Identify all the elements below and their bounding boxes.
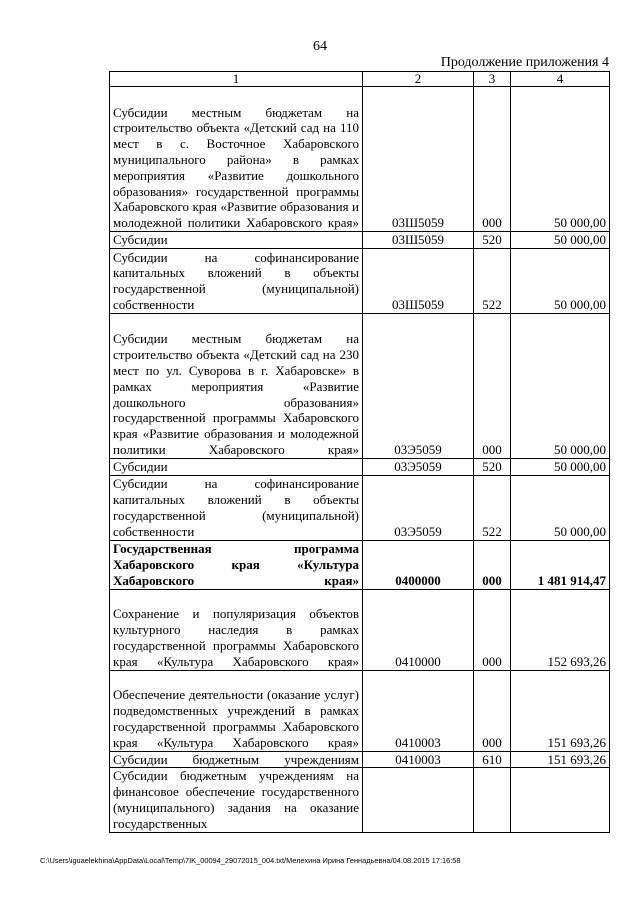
row-expense-type: 520	[474, 458, 511, 475]
row-target-code: 03Ш5059	[363, 248, 474, 313]
row-expense-type: 522	[474, 475, 511, 540]
row-name: Субсидии на софинансирование капитальных вложений в объекты государственной (муниципальной) собственности	[110, 475, 363, 540]
row-amount: 50 000,00	[511, 248, 610, 313]
header-col-4: 4	[511, 72, 610, 87]
row-amount: 50 000,00	[511, 475, 610, 540]
row-expense-type: 522	[474, 248, 511, 313]
row-amount: 1 481 914,47	[511, 540, 610, 589]
row-name: Субсидии местным бюджетам на строительство объекта «Детский сад на 230 мест по ул. Суворова в г. Хабаровске» в рамках мероприятия «Развитие дошкольного образования» государственной программы Хабаровского края «Развитие образования и молодежной политики Хабаровского края»	[110, 313, 363, 458]
row-amount: 50 000,00	[511, 87, 610, 232]
table-row	[110, 751, 610, 768]
row-name: Субсидии бюджетным учреждениям	[110, 751, 363, 768]
row-expense-type	[474, 768, 511, 833]
table-row-program-total	[110, 540, 610, 589]
row-expense-type: 000	[474, 87, 511, 232]
row-expense-type: 610	[474, 751, 511, 768]
header-col-1: 1	[110, 72, 363, 87]
appendix-continuation-label: Продолжение приложения 4	[440, 55, 609, 70]
row-target-code: 0400000	[363, 540, 474, 589]
row-name: Субсидии на софинансирование капитальных вложений в объекты государственной (муниципальной) собственности	[110, 248, 363, 313]
row-name: Субсидии бюджетным учреждениям на финансовое обеспечение государственного (муниципального) задания на оказание государственных	[110, 768, 363, 833]
table-row	[110, 87, 610, 232]
row-target-code: 03Э5059	[363, 458, 474, 475]
row-amount: 50 000,00	[511, 232, 610, 249]
row-amount: 151 693,26	[511, 670, 610, 751]
row-name: Сохранение и популяризация объектов культурного наследия в рамках государственной программы Хабаровского края «Культура Хабаровского края»	[110, 589, 363, 670]
row-name: Государственная программа Хабаровского края «Культура Хабаровского края»	[110, 540, 363, 589]
row-target-code: 0410003	[363, 670, 474, 751]
table-row	[110, 589, 610, 670]
row-name: Субсидии	[110, 232, 363, 249]
table-row	[110, 248, 610, 313]
header-col-3: 3	[474, 72, 511, 87]
table-row	[110, 313, 610, 458]
file-path-footer: C:\Users\iguaelekhina\AppData\Local\Temp\7IK_00094_29072015_004.txt/Мелехина Ирина Геннадьевна/04.08.2015 17:16:58	[40, 856, 461, 865]
row-expense-type: 000	[474, 670, 511, 751]
row-expense-type: 000	[474, 540, 511, 589]
row-amount	[511, 768, 610, 833]
table-row	[110, 670, 610, 751]
row-amount: 50 000,00	[511, 313, 610, 458]
page-number: 64	[313, 39, 327, 54]
row-target-code: 03Э5059	[363, 475, 474, 540]
row-target-code: 03Э5059	[363, 313, 474, 458]
row-amount: 50 000,00	[511, 458, 610, 475]
table-row	[110, 458, 610, 475]
table-row	[110, 475, 610, 540]
row-amount: 151 693,26	[511, 751, 610, 768]
row-name: Субсидии местным бюджетам на строительство объекта «Детский сад на 110 мест в с. Восточное Хабаровского муниципального района» в рамках мероприятия «Развитие дошкольного образования» государственной программы Хабаровского края «Развитие образования и молодежной политики Хабаровского края»	[110, 87, 363, 232]
table-row	[110, 232, 610, 249]
row-target-code: 0410003	[363, 751, 474, 768]
row-expense-type: 000	[474, 589, 511, 670]
header-col-2: 2	[363, 72, 474, 87]
row-target-code: 03Ш5059	[363, 232, 474, 249]
row-name: Обеспечение деятельности (оказание услуг) подведомственных учреждений в рамках государственной программы Хабаровского края «Культура Хабаровского края»	[110, 670, 363, 751]
budget-table	[109, 71, 610, 833]
table-row	[110, 768, 610, 833]
row-expense-type: 000	[474, 313, 511, 458]
row-target-code	[363, 768, 474, 833]
row-name: Субсидии	[110, 458, 363, 475]
row-expense-type: 520	[474, 232, 511, 249]
row-target-code: 0410000	[363, 589, 474, 670]
row-amount: 152 693,26	[511, 589, 610, 670]
row-target-code: 03Ш5059	[363, 87, 474, 232]
table-header-row	[110, 72, 610, 87]
